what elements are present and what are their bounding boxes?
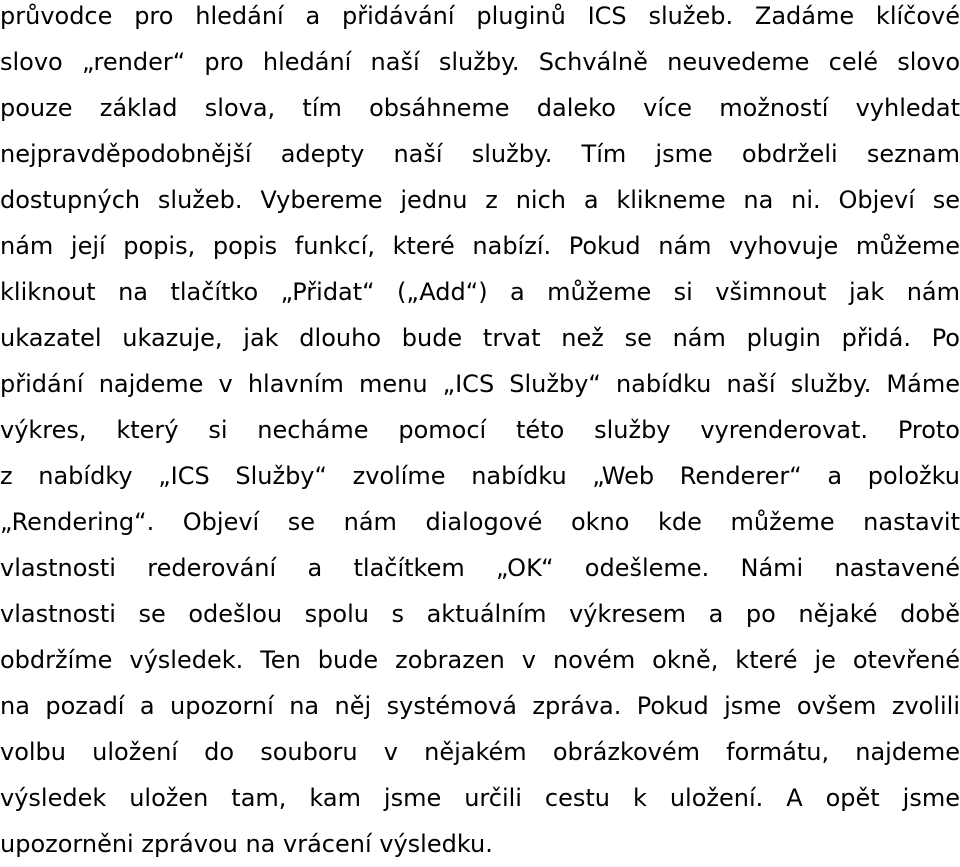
text-line: z nabídky „ICS Služby“ zvolíme nabídku „Web Renderer“ a položku (0, 462, 960, 490)
text-line: slovo „render“ pro hledání naší služby. Schválně neuvedeme celé slovo (0, 48, 960, 76)
text-line: volbu uložení do souboru v nějakém obrázkovém formátu, najdeme (0, 738, 960, 766)
text-line: ukazatel ukazuje, jak dlouho bude trvat než se nám plugin přidá. Po (0, 324, 960, 352)
text-line: na pozadí a upozorní na něj systémová zpráva. Pokud jsme ovšem zvolili (0, 692, 960, 720)
text-line: výsledek uložen tam, kam jsme určili cestu k uložení. A opět jsme (0, 784, 960, 812)
text-line: pouze základ slova, tím obsáhneme daleko více možností vyhledat (0, 94, 960, 122)
text-line: výkres, který si necháme pomocí této služby vyrenderovat. Proto (0, 416, 960, 444)
text-line: upozorněni zprávou na vrácení výsledku. (0, 830, 493, 858)
text-line: přidání najdeme v hlavním menu „ICS Služby“ nabídku naší služby. Máme (0, 370, 960, 398)
text-line: nám její popis, popis funkcí, které nabízí. Pokud nám vyhovuje můžeme (0, 232, 960, 260)
text-line: nejpravděpodobnější adepty naší služby. Tím jsme obdrželi seznam (0, 140, 960, 168)
text-line: „Rendering“. Objeví se nám dialogové okno kde můžeme nastavit (0, 508, 960, 536)
text-line: vlastnosti rederování a tlačítkem „OK“ odešleme. Námi nastavené (0, 554, 960, 582)
text-line: průvodce pro hledání a přidávání pluginů ICS služeb. Zadáme klíčové (0, 2, 960, 30)
text-line: kliknout na tlačítko „Přidat“ („Add“) a můžeme si všimnout jak nám (0, 278, 960, 306)
text-line: dostupných služeb. Vybereme jednu z nich a klikneme na ni. Objeví se (0, 186, 960, 214)
text-line: vlastnosti se odešlou spolu s aktuálním výkresem a po nějaké době (0, 600, 960, 628)
text-line: obdržíme výsledek. Ten bude zobrazen v novém okně, které je otevřené (0, 646, 960, 674)
